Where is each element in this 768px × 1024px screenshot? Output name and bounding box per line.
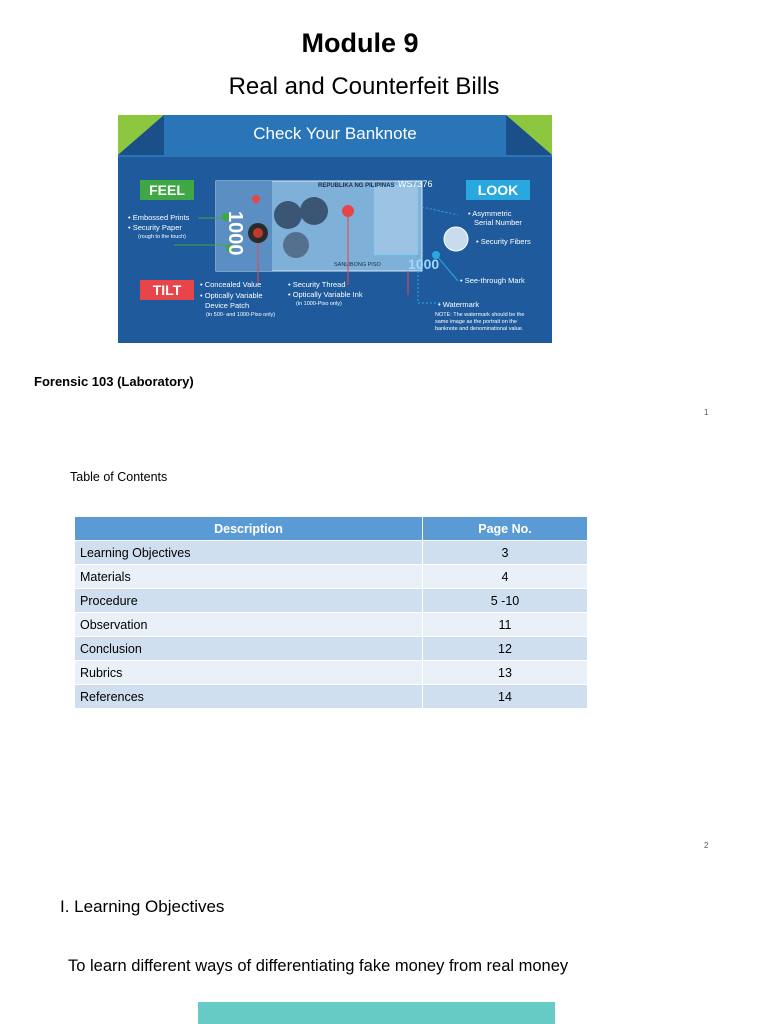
bill-ovi-value: 1000 <box>408 256 440 272</box>
toc-page: 3 <box>423 541 588 565</box>
objective-text: To learn different ways of differentiating fake money from real money <box>68 957 569 975</box>
toc-entry: Materials <box>75 565 423 589</box>
toc-entry: Conclusion <box>75 637 423 661</box>
watermark-note: same image as the portrait on the <box>435 319 517 325</box>
table-row <box>75 565 588 589</box>
look-item: • See-through Mark <box>460 276 525 285</box>
toc-entry: Observation <box>75 613 423 637</box>
tilt-item: • Concealed Value <box>200 280 262 289</box>
tilt-item: • Optically Variable <box>200 291 263 300</box>
tilt-item: Device Patch <box>205 301 250 310</box>
toc-table <box>75 517 588 708</box>
page-subtitle: Real and Counterfeit Bills <box>228 73 500 100</box>
feel-item: • Embossed Prints <box>128 213 190 222</box>
toc-page: 5 -10 <box>423 589 588 613</box>
middle-item: • Security Thread <box>288 280 346 289</box>
banner-heading: Check Your Banknote <box>253 124 417 143</box>
bill-denomination: 1000 <box>224 211 246 256</box>
table-row <box>75 541 588 565</box>
page-number: 2 <box>704 841 709 850</box>
toc-entry: Procedure <box>75 589 423 613</box>
section-heading: I. Learning Objectives <box>60 897 225 916</box>
watermark-note: NOTE: The watermark should be the <box>435 312 525 318</box>
toc-entry: References <box>75 685 423 709</box>
bill-value-text: SANLIBONG PISO <box>334 262 381 268</box>
page-title: Module 9 <box>301 28 419 58</box>
table-row <box>75 661 588 685</box>
middle-item: • Optically Variable Ink <box>288 290 363 299</box>
tilt-note: (in 500- and 1000-Piso only) <box>206 312 276 318</box>
watermark-note: banknote and denominational value. <box>435 326 524 332</box>
toc-entry: Rubrics <box>75 661 423 685</box>
look-label: LOOK <box>466 180 530 200</box>
toc-header-page: Page No. <box>423 517 588 541</box>
toc-header-description: Description <box>75 517 423 541</box>
toc-page: 14 <box>423 685 588 709</box>
look-item: • Asymmetric <box>468 209 512 218</box>
banner-decor <box>118 115 552 343</box>
toc-entry: Learning Objectives <box>75 541 423 565</box>
tilt-label: TILT <box>140 280 194 300</box>
bill-country: REPUBLIKA NG PILIPINAS <box>318 183 395 189</box>
toc-page: 12 <box>423 637 588 661</box>
feel-note: (rough to the touch) <box>138 234 187 240</box>
look-item: • Watermark <box>438 300 480 309</box>
look-item: Serial Number <box>474 218 522 227</box>
table-row <box>75 589 588 613</box>
toc-page: 4 <box>423 565 588 589</box>
look-item: • Security Fibers <box>476 237 531 246</box>
toc-page: 11 <box>423 613 588 637</box>
toc-page: 13 <box>423 661 588 685</box>
page-number: 1 <box>704 408 709 417</box>
feel-item: • Security Paper <box>128 223 182 232</box>
feel-label: FEEL <box>140 180 194 200</box>
toc-title: Table of Contents <box>70 470 168 484</box>
table-row <box>75 637 588 661</box>
decorative-bar <box>198 1002 555 1024</box>
middle-note: (in 1000-Piso only) <box>296 301 342 307</box>
table-row <box>75 685 588 709</box>
table-row <box>75 613 588 637</box>
banknote-infographic <box>118 115 552 343</box>
course-name: Forensic 103 (Laboratory) <box>34 374 194 389</box>
bill-serial: WS7376 <box>398 179 433 189</box>
